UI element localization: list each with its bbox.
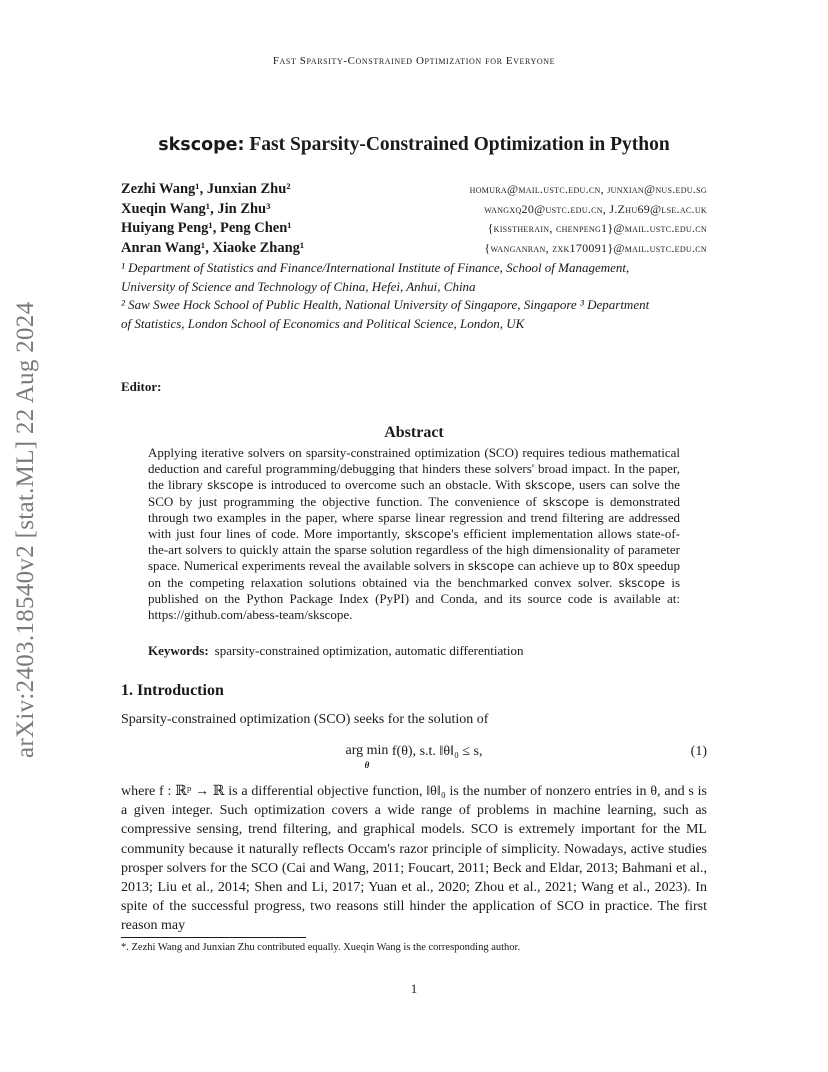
author-emails: wangxq20@ustc.edu.cn, J.Zhu69@lse.ac.uk — [484, 201, 707, 216]
keywords-label: Keywords: — [148, 643, 209, 658]
keywords — [148, 643, 523, 659]
abstract-text: Applying iterative solvers on sparsity-constrained optimization (SCO) requires tedious mathematical deduction and careful programming/debugging that hinders these solvers' broad impact. In the paper, the library skscope is introduced to overcome such an obstacle. With skscope, users can solve the SCO by just programming the objective function. The convenience of skscope is demonstrated through two examples in the paper, where sparse linear regression and trend filtering are addressed with just four lines of code. More importantly, skscope's efficient implementation allows state-of-the-art solvers to quickly attain the sparse solution regardless of the high dimensionality of parameter space. Numerical experiments reveal the available solvers in skscope can achieve up to 80x speedup on the competing relaxation solutions obtained via the benchmarked convex solver. skscope is published on the Python Package Index (PyPI) and Conda, and its source code is available at: https://github.com/abess-team/skscope. — [148, 445, 681, 623]
argmin-subscript: θ — [364, 760, 370, 770]
package-name: skscope — [542, 494, 590, 509]
affiliation-line: University of Science and Technology of China, Hefei, Anhui, China — [121, 279, 476, 294]
title-package-name: skscope: — [158, 135, 245, 155]
abstract-heading: Abstract — [384, 424, 444, 441]
author-row — [121, 240, 707, 260]
package-name: skscope — [525, 478, 572, 493]
editor-label: Editor: — [121, 379, 162, 394]
argmin-operator: arg min θ — [345, 743, 389, 770]
intro-lead-sentence: Sparsity-constrained optimization (SCO) seeks for the solution of — [121, 712, 489, 727]
running-head: Fast Sparsity-Constrained Optimization for Everyone — [272, 55, 556, 67]
footnote: *. Zezhi Wang and Junxian Zhu contributed equally. Xueqin Wang is the corresponding author. — [121, 942, 521, 953]
speedup-value: 80x — [612, 559, 634, 574]
intro-paragraph: where f : ℝᵖ → ℝ is a differential objective function, ‖θ‖₀ is the number of nonzero entries in θ, and s is a given integer. Such optimization covers a wide range of problems in machine learning, such as compressive sensing, trend filtering, and graphical models. SCO is extremely important for the ML community because it naturally reflects Occam's razor principle of simplicity. Nowadays, active studies prosper solvers for the SCO (Cai and Wang, 2011; Foucart, 2011; Beck and Eldar, 2013; Bahmani et al., 2013; Liu et al., 2014; Shen and Li, 2017; Yuan et al., 2020; Zhou et al., 2021; Wang et al., 2023). In spite of the successful progress, two reasons still hinder the application of SCO in practice. The first reason may — [121, 784, 707, 934]
affiliation-line: ² Saw Swee Hock School of Public Health, National University of Singapore, Singapore ³ Department — [121, 297, 650, 312]
author-emails: {kisstherain, chenpeng1}@mail.ustc.edu.cn — [487, 221, 707, 235]
author-names: Huiyang Peng¹, Peng Chen¹ — [121, 220, 292, 236]
author-row — [121, 201, 707, 221]
equation-number: (1) — [690, 744, 707, 759]
author-block — [121, 181, 707, 259]
footnote-rule — [121, 937, 306, 938]
page-number: 1 — [410, 981, 418, 996]
author-row — [121, 181, 707, 201]
arxiv-identifier: arXiv:2403.18540v2 [stat.ML] 22 Aug 2024 — [12, 301, 39, 758]
author-names: Anran Wang¹, Xiaoke Zhang¹ — [121, 239, 305, 256]
title-text: Fast Sparsity-Constrained Optimization in Python — [244, 134, 670, 155]
author-names: Zezhi Wang¹, Junxian Zhu² — [121, 181, 291, 197]
affiliation-line: ¹ Department of Statistics and Finance/International Institute of Finance, School of Management, — [121, 260, 630, 275]
author-row — [121, 220, 707, 240]
section-heading-introduction: 1. Introduction — [121, 682, 224, 699]
package-name: skscope — [618, 575, 666, 590]
package-name: skscope — [207, 478, 254, 493]
author-names: Xueqin Wang¹, Jin Zhu³ — [121, 200, 271, 217]
keywords-text: sparsity-constrained optimization, automatic differentiation — [214, 643, 524, 658]
author-emails: {wanganran, zxk170091}@mail.ustc.edu.cn — [484, 240, 707, 255]
paper-title — [0, 134, 828, 156]
equation-expression: f(θ), s.t. ‖θ‖₀ ≤ s, — [391, 744, 483, 759]
affiliation-line: of Statistics, London School of Economics and Political Science, London, UK — [121, 316, 525, 331]
package-name: skscope — [404, 527, 452, 542]
author-emails: homura@mail.ustc.edu.cn, junxian@nus.edu.sg — [469, 182, 707, 196]
package-name: skscope — [467, 559, 515, 574]
